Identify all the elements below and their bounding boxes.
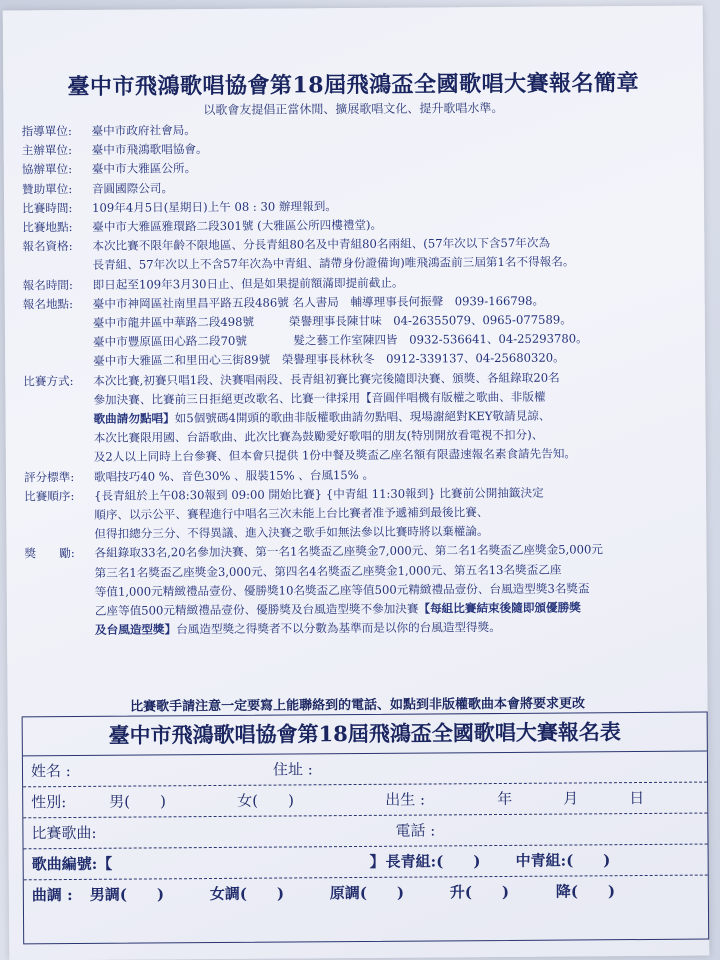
order-line: {長青組於上午08:30報到 09:00 開始比賽} {中青組 11:30報到} 比賽前公開抽籤決定 <box>94 485 544 503</box>
award-emphasis: 及台風造型獎】 <box>94 622 177 638</box>
method-line: 本次比賽,初賽只唱1段、決賽唱兩段、長青組初賽比賽完後隨即決賽、頒獎、各組錄取20名 <box>93 370 560 388</box>
time-value: 109年4月5日(星期日)上午 08 : 30 辦理報到。 <box>92 198 337 215</box>
score-value: 歌唱技巧40 %、音色30% 、服裝15% 、台風15% 。 <box>93 467 375 484</box>
song-number-field[interactable]: 歌曲編號:【 <box>31 854 113 874</box>
award-label: 獎 勵: <box>24 546 75 561</box>
regplace-row <box>23 290 704 372</box>
page-subtitle: 以歌會友提倡正當休閒、擴展歌唱文化、提升歌唱水準。 <box>203 100 504 118</box>
time-label: 比賽時間: <box>22 200 73 216</box>
method-value <box>93 367 704 467</box>
form-title: 臺中市飛鴻歌唱協會第18屆飛鴻盃全國歌唱大賽報名表 <box>23 713 707 757</box>
contact-notice: 比賽歌手請注意一定要寫上能聯絡到的電話、如點到非版權歌曲本會將要求更改 <box>129 696 586 715</box>
qual-label: 報名資格: <box>22 239 73 254</box>
registration-sheet <box>3 6 710 960</box>
regtime-value: 即日起至109年3月30日止、但是如果提前額滿即提前截止。 <box>92 275 404 292</box>
name-field[interactable]: 姓名 : <box>30 761 71 781</box>
score-label: 評分標準: <box>23 469 75 484</box>
regplace-item: 臺中市神岡區社南里昌平路五段486號 名人書局 輔導理事長何振聲 0939-166798。 <box>92 293 545 311</box>
host-value: 臺中市飛鴻歌唱協會。 <box>91 142 208 158</box>
gender-label: 性別: <box>31 793 67 812</box>
regplace-label: 報名地點: <box>22 296 74 312</box>
method-line: 參加決賽、比賽前三日拒絕更改歌名、比賽一律採用【音圓伴唱機有版權之歌曲、非版權 <box>93 389 546 407</box>
sponsor-value: 音圓國際公司。 <box>91 180 174 196</box>
song-number-row <box>24 845 708 881</box>
birth-day: 日 <box>629 788 645 808</box>
award-text: 乙座等值500元精緻禮品壹份、優勝獎及台風造型獎不參加決賽 <box>94 601 419 618</box>
regplace-item: 臺中市龍井區中華路二段498號 榮譽理事長陳甘味 04-26355079、0965-077589。 <box>92 312 572 330</box>
song-number-end: 】 <box>369 852 385 871</box>
name-address-row <box>23 752 707 788</box>
birth-field[interactable]: 出生 : <box>385 790 426 809</box>
male-key-checkbox[interactable]: 男調( ) <box>89 885 165 904</box>
co-value: 臺中市大雅區公所。 <box>91 161 197 177</box>
key-up-checkbox[interactable]: 升( ) <box>449 882 510 902</box>
award-line: 等值1,000元精緻禮品壹份、優勝獎10名獎盃乙座等值500元精緻禮品壹份、台風造型獎3名獎盃 <box>94 581 590 599</box>
order-row <box>24 482 704 544</box>
address-field[interactable]: 住址 : <box>272 760 313 779</box>
gender-birth-row <box>23 783 707 819</box>
page-title: 臺中市飛鴻歌唱協會第18屆飛鴻盃全國歌唱大賽報名簡章 <box>67 70 640 101</box>
qual-value <box>92 233 702 276</box>
key-row <box>24 876 708 911</box>
order-value <box>94 482 704 544</box>
method-text: 如5個號碼4開頭的歌曲非版權歌曲請勿點唱、現場謝絕對KEY敬請見諒、 <box>174 408 551 426</box>
venue-label: 比賽地點: <box>22 219 73 235</box>
award-text: 台風造型獎之得獎者不以分數為基準而是以你的台風造型得獎。 <box>176 620 501 637</box>
co-label: 協辦單位: <box>21 162 73 177</box>
qual-line: 本次比賽不限年齡不限地區、分長青組80名及中青組80名兩組、(57年次以下含57年次為 <box>92 235 551 254</box>
middle-group-checkbox[interactable]: 中青組:( ) <box>515 851 611 870</box>
method-line: 本次比賽限用國、台語歌曲、此次比賽為鼓勵愛好歌唱的朋友(特別開放看電視不扣分)、 <box>93 427 544 446</box>
regtime-label: 報名時間: <box>22 277 73 292</box>
guide-label: 指導單位: <box>21 123 72 139</box>
method-row <box>23 367 704 468</box>
award-line: 第三名1名獎盃乙座獎金3,000元、第四名4名獎盃乙座獎金1,000元、第五名13名獎盃乙座 <box>94 562 562 580</box>
qual-line: 長青組、57年次以上不含57年次為中青組、請帶身份證備询)唯飛鴻盃前三屆第1名不得報名。 <box>92 254 575 273</box>
key-down-checkbox[interactable]: 降( ) <box>555 882 616 901</box>
phone-field[interactable]: 電話 : <box>395 821 436 840</box>
female-checkbox[interactable]: 女( ) <box>237 791 294 810</box>
birth-month: 月 <box>563 789 579 808</box>
regplace-item: 臺中市豐原區田心路二段70號 髮之藝工作室陳四皆 0932-536641、04-25293780。 <box>92 331 588 350</box>
award-line: 各組錄取33名,20名參加決賽、第一名1名獎盃乙座獎金7,000元、第二名1名獎盃乙座獎金5,000元 <box>94 542 604 561</box>
senior-group-checkbox[interactable]: 長青組:( ) <box>385 852 481 871</box>
regplace-item: 臺中市大雅區二和里田心三街89號 榮譽理事長林秋冬 0912-339137、04-25680320。 <box>93 350 565 369</box>
venue-value: 臺中市大雅區雅環路二段301號 (大雅區公所四樓禮堂)。 <box>92 217 383 234</box>
key-label: 曲調 : <box>31 885 73 905</box>
order-line: 但得扣總分三分、不得異議、進入決賽之歌手如無法參以比賽時將以棄權論。 <box>94 524 489 542</box>
method-label: 比賽方式: <box>23 373 74 388</box>
song-phone-row <box>23 814 707 850</box>
award-line <box>95 617 705 640</box>
registration-form <box>22 712 710 945</box>
song-field[interactable]: 比賽歌曲: <box>31 823 97 843</box>
guide-value: 臺中市政府社會局。 <box>91 123 196 138</box>
female-key-checkbox[interactable]: 女調( ) <box>209 884 285 904</box>
award-value <box>94 540 705 640</box>
birth-year: 年 <box>497 789 513 809</box>
contest-info <box>21 118 705 641</box>
host-label: 主辦單位: <box>21 143 73 158</box>
sponsor-label: 贊助單位: <box>21 181 73 196</box>
original-key-checkbox[interactable]: 原調( ) <box>329 883 405 903</box>
award-row <box>24 540 705 641</box>
award-emphasis: 【每組比賽結束後隨即頒優勝獎 <box>418 600 581 616</box>
male-checkbox[interactable]: 男( ) <box>109 792 166 811</box>
method-emphasis: 歌曲請勿點唱】 <box>93 411 175 426</box>
order-line: 順序、以示公平、賽程進行中唱名三次未能上台比賽者准予遞補到最後比賽、 <box>94 505 489 522</box>
order-label: 比賽順序: <box>24 488 75 504</box>
qual-row <box>22 233 702 276</box>
method-line: 及2人以上同時上台參賽、但本會只提供 1份中餐及獎盃乙座名額有限盡速報名素食請先告知。 <box>93 446 577 465</box>
regplace-list <box>93 290 704 371</box>
